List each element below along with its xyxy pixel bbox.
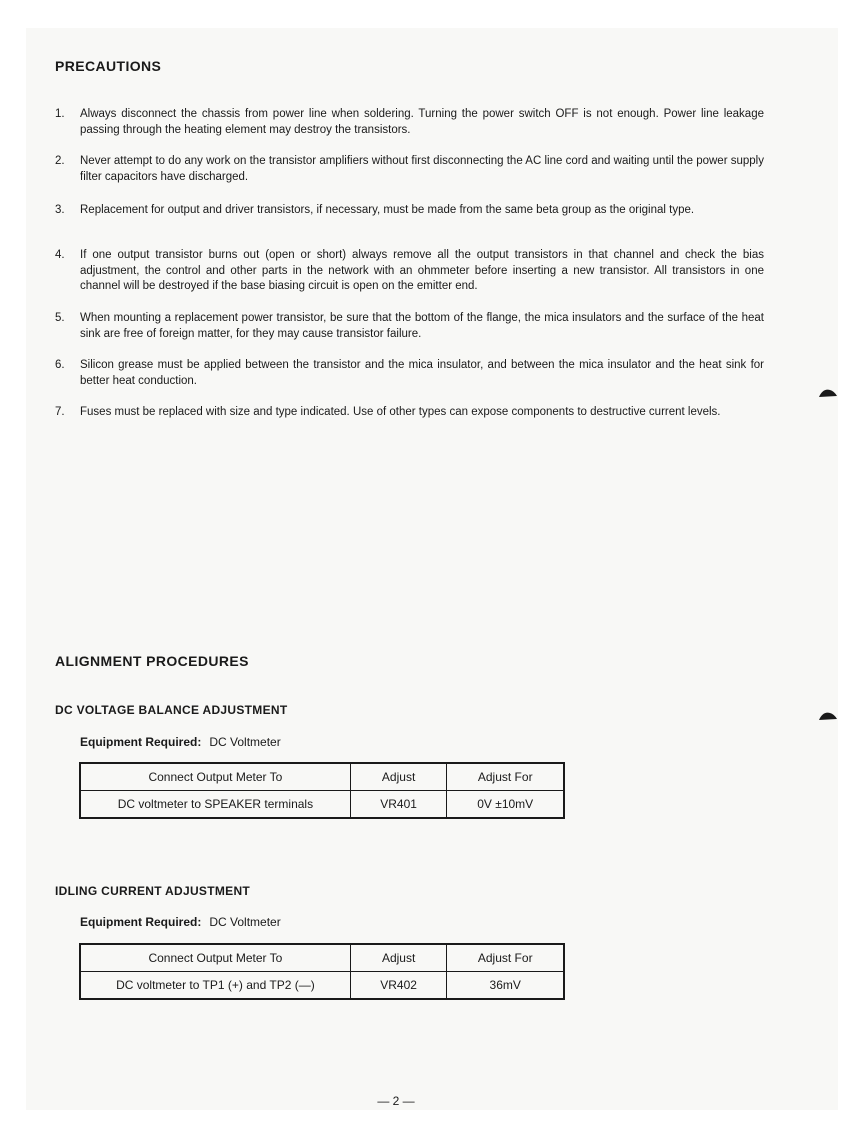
idling-equipment: Equipment Required: DC Voltmeter bbox=[80, 915, 281, 929]
table-header: Connect Output Meter To bbox=[80, 763, 350, 791]
dc-balance-equipment: Equipment Required: DC Voltmeter bbox=[80, 735, 281, 749]
binder-hole-mark-icon bbox=[818, 711, 838, 721]
dc-balance-heading: DC VOLTAGE BALANCE ADJUSTMENT bbox=[55, 703, 288, 717]
table-header-row bbox=[80, 763, 564, 791]
idling-heading: IDLING CURRENT ADJUSTMENT bbox=[55, 884, 251, 898]
table-header-row bbox=[80, 944, 564, 972]
dc-balance-table bbox=[79, 762, 565, 819]
table-header: Adjust For bbox=[447, 944, 564, 972]
page-number: — 2 — bbox=[377, 1094, 415, 1108]
table-header: Adjust bbox=[350, 944, 447, 972]
table-cell: DC voltmeter to TP1 (+) and TP2 (—) bbox=[80, 972, 350, 1000]
table-header: Adjust bbox=[350, 763, 447, 791]
idling-table bbox=[79, 943, 565, 1000]
table-cell: VR402 bbox=[350, 972, 447, 1000]
table-cell: VR401 bbox=[350, 791, 447, 819]
table-cell: 0V ±10mV bbox=[447, 791, 564, 819]
table-row bbox=[80, 791, 564, 819]
table-header: Adjust For bbox=[447, 763, 564, 791]
binder-hole-mark-icon bbox=[818, 388, 838, 398]
table-cell: DC voltmeter to SPEAKER terminals bbox=[80, 791, 350, 819]
table-cell: 36mV bbox=[447, 972, 564, 1000]
precautions-heading: PRECAUTIONS bbox=[55, 58, 162, 74]
table-row bbox=[80, 972, 564, 1000]
alignment-heading: ALIGNMENT PROCEDURES bbox=[55, 653, 249, 669]
table-header: Connect Output Meter To bbox=[80, 944, 350, 972]
